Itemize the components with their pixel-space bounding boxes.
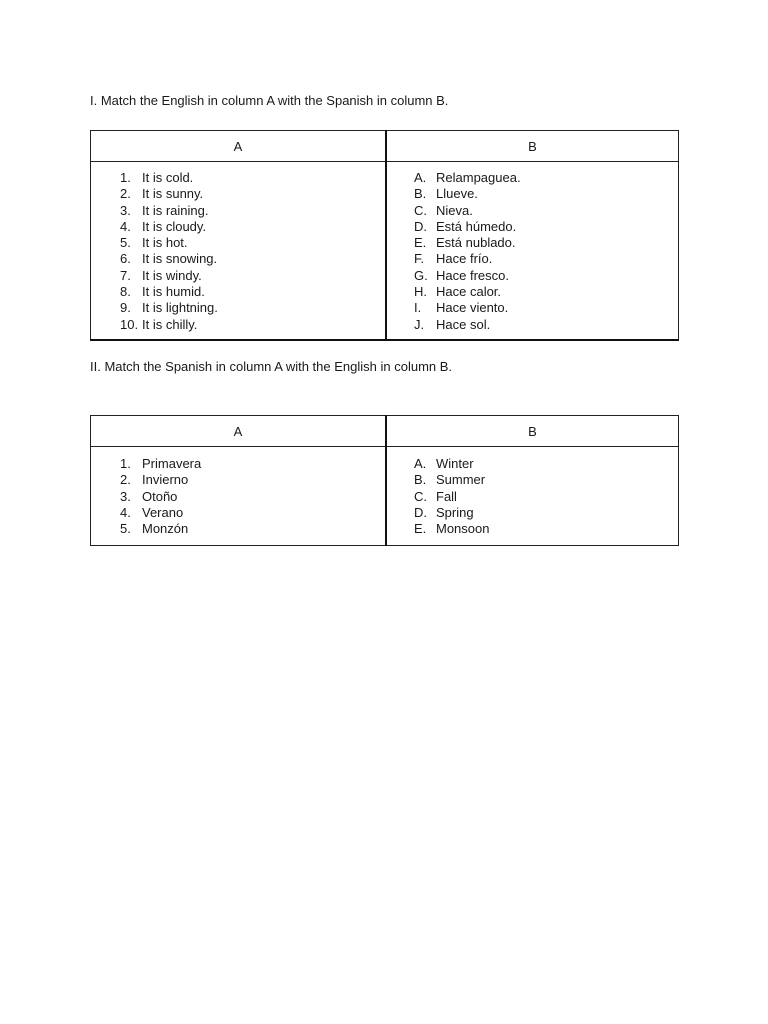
column-b-header: B <box>386 131 679 162</box>
section-2-matching-table <box>90 415 679 546</box>
item-number: 6. <box>120 251 131 267</box>
list-item <box>120 472 385 488</box>
list-item <box>120 219 385 235</box>
item-text: Hace viento. <box>436 300 509 316</box>
list-item <box>414 489 678 505</box>
item-text: Monsoon <box>436 521 490 537</box>
item-text: It is sunny. <box>142 186 204 202</box>
item-letter: B. <box>414 186 427 202</box>
item-text: Hace sol. <box>436 316 491 332</box>
item-letter: H. <box>414 284 427 300</box>
section-2-instruction: II. Match the Spanish in column A with the English in column B. <box>90 359 453 374</box>
item-text: It is raining. <box>142 202 209 218</box>
item-number: 4. <box>120 218 131 234</box>
table-header-row <box>91 131 679 162</box>
item-letter: E. <box>414 235 427 251</box>
item-text: Verano <box>142 504 184 520</box>
item-text: Otoño <box>142 488 178 504</box>
item-text: Hace calor. <box>436 284 502 300</box>
item-text: It is chilly. <box>142 316 198 332</box>
list-item <box>414 472 678 488</box>
section-1-matching-table <box>90 130 679 341</box>
list-item <box>414 268 678 284</box>
item-text: It is windy. <box>142 267 202 283</box>
column-a-header: A <box>91 131 387 162</box>
item-letter: G. <box>414 267 428 283</box>
list-item <box>414 284 678 300</box>
list-item <box>120 203 385 219</box>
list-item <box>414 505 678 521</box>
item-text: Fall <box>436 488 457 504</box>
item-text: Spring <box>436 504 474 520</box>
column-b-list <box>386 162 679 340</box>
list-item <box>120 521 385 537</box>
list-item <box>120 251 385 267</box>
item-text: Summer <box>436 472 486 488</box>
list-item <box>414 186 678 202</box>
item-text: Relampaguea. <box>436 170 521 185</box>
column-a-header: A <box>91 416 387 447</box>
list-item <box>414 203 678 219</box>
item-letter: F. <box>414 251 425 267</box>
column-b-header: B <box>386 416 679 447</box>
item-text: Llueve. <box>436 186 478 202</box>
item-letter: A. <box>414 456 427 471</box>
item-letter: J. <box>414 316 425 332</box>
item-number: 4. <box>120 504 131 520</box>
table-header-row <box>91 416 679 447</box>
list-item <box>414 456 678 472</box>
list-item <box>414 300 678 316</box>
list-item <box>414 219 678 235</box>
item-text: Hace frío. <box>436 251 493 267</box>
item-number: 1. <box>120 170 131 185</box>
item-text: Primavera <box>142 456 202 471</box>
item-number: 3. <box>120 202 131 218</box>
item-letter: C. <box>414 488 427 504</box>
list-item <box>120 489 385 505</box>
item-number: 5. <box>120 521 131 537</box>
column-b-list <box>386 447 679 546</box>
table-body-row <box>91 447 679 546</box>
list-item <box>120 300 385 316</box>
item-text: It is humid. <box>142 284 205 300</box>
item-number: 2. <box>120 472 131 488</box>
item-number: 2. <box>120 186 131 202</box>
column-a-list <box>91 162 387 340</box>
list-item <box>414 317 678 333</box>
list-item <box>414 170 678 186</box>
list-item <box>120 268 385 284</box>
list-item <box>120 505 385 521</box>
item-number: 5. <box>120 235 131 251</box>
item-number: 9. <box>120 300 131 316</box>
item-letter: E. <box>414 521 427 537</box>
item-text: Hace fresco. <box>436 267 509 283</box>
list-item <box>414 251 678 267</box>
list-item <box>120 235 385 251</box>
list-item <box>414 521 678 537</box>
item-number: 8. <box>120 284 131 300</box>
item-text: Monzón <box>142 521 189 537</box>
list-item <box>120 284 385 300</box>
item-text: Invierno <box>142 472 189 488</box>
item-letter: I. <box>414 300 422 316</box>
item-number: 7. <box>120 267 131 283</box>
list-item <box>120 170 385 186</box>
item-letter: D. <box>414 504 427 520</box>
section-1-instruction: I. Match the English in column A with the Spanish in column B. <box>90 93 449 108</box>
item-text: Nieva. <box>436 202 473 218</box>
list-item <box>120 186 385 202</box>
list-item <box>120 317 385 333</box>
item-letter: D. <box>414 218 427 234</box>
item-number: 3. <box>120 488 131 504</box>
item-text: Winter <box>436 456 474 471</box>
item-text: Está húmedo. <box>436 218 517 234</box>
table-body-row <box>91 162 679 340</box>
item-text: It is snowing. <box>142 251 218 267</box>
column-a-list <box>91 447 387 546</box>
item-letter: A. <box>414 170 427 185</box>
list-item <box>120 456 385 472</box>
item-number: 10. <box>120 316 139 332</box>
item-text: It is cloudy. <box>142 218 207 234</box>
item-text: It is lightning. <box>142 300 218 316</box>
item-text: It is cold. <box>142 170 194 185</box>
list-item <box>414 235 678 251</box>
item-letter: C. <box>414 202 427 218</box>
item-text: Está nublado. <box>436 235 516 251</box>
item-text: It is hot. <box>142 235 188 251</box>
item-letter: B. <box>414 472 427 488</box>
item-number: 1. <box>120 456 131 471</box>
